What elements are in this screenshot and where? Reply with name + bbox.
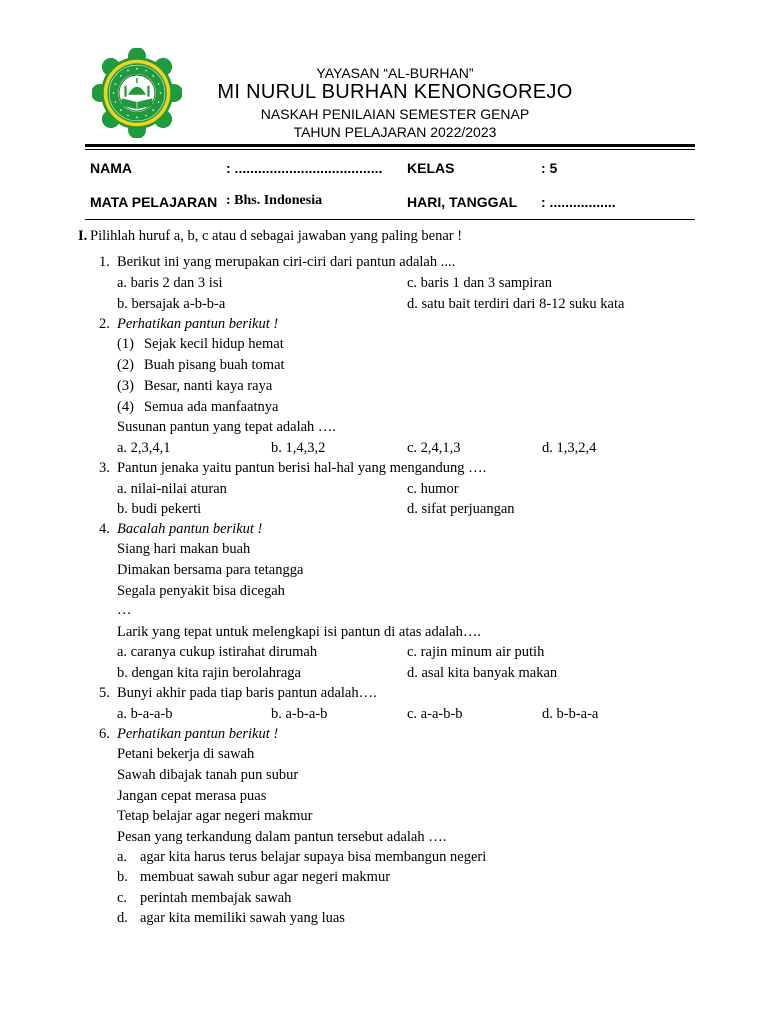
question-text: Perhatikan pantun berikut !	[117, 316, 279, 332]
option-letter: a.	[117, 849, 128, 865]
date-field-value: : .................	[541, 194, 616, 210]
option-letter: c.	[117, 890, 128, 906]
option-d: agar kita memiliki sawah yang luas	[140, 910, 345, 926]
question-text: Bacalah pantun berikut !	[117, 521, 263, 537]
subject-label: MATA PELAJARAN	[90, 194, 218, 210]
poem-line: Dimakan bersama para tetangga	[117, 562, 304, 578]
option-d: d. 1,3,2,4	[542, 440, 597, 456]
option-c: c. humor	[407, 481, 459, 497]
option-a: a. nilai-nilai aturan	[117, 481, 227, 497]
option-a: a. 2,3,4,1	[117, 440, 171, 456]
school-crest-icon	[92, 48, 182, 138]
question-prompt: Larik yang tepat untuk melengkapi isi pantun di atas adalah….	[117, 624, 482, 640]
option-b: b. a-b-a-b	[271, 706, 328, 722]
option-c: c. a-a-b-b	[407, 706, 463, 722]
class-label: KELAS	[407, 160, 455, 176]
poem-line: Petani bekerja di sawah	[117, 746, 255, 762]
question-number: 6.	[99, 726, 110, 742]
option-letter: b.	[117, 869, 128, 885]
date-field[interactable]	[541, 194, 616, 210]
poem-line: Semua ada manfaatnya	[144, 399, 279, 415]
poem-line: Tetap belajar agar negeri makmur	[117, 808, 313, 824]
option-d: d. satu bait terdiri dari 8-12 suku kata	[407, 296, 625, 312]
poem-line: Buah pisang buah tomat	[144, 357, 285, 373]
question-text: Berikut ini yang merupakan ciri-ciri dari pantun adalah ....	[117, 254, 456, 270]
option-d: d. sifat perjuangan	[407, 501, 515, 517]
option-c: c. baris 1 dan 3 sampiran	[407, 275, 552, 291]
header-divider-thin	[85, 149, 695, 150]
poem-line: Jangan cepat merasa puas	[117, 788, 267, 804]
class-value: : 5	[541, 160, 558, 176]
name-field[interactable]	[226, 160, 382, 176]
poem-line-number: (2)	[117, 357, 134, 373]
info-divider	[85, 219, 695, 220]
question-number: 2.	[99, 316, 110, 332]
option-b: membuat sawah subur agar negeri makmur	[140, 869, 391, 885]
header-divider-thick	[85, 144, 695, 147]
option-letter: d.	[117, 910, 128, 926]
poem-line: Sejak kecil hidup hemat	[144, 336, 284, 352]
question-text: Bunyi akhir pada tiap baris pantun adalah….	[117, 685, 377, 701]
question-text: Pantun jenaka yaitu pantun berisi hal-hal yang mengandung ….	[117, 460, 487, 476]
option-c: perintah membajak sawah	[140, 890, 292, 906]
option-d: d. asal kita banyak makan	[407, 665, 558, 681]
academic-year: TAHUN PELAJARAN 2022/2023	[293, 124, 497, 140]
poem-line: Sawah dibajak tanah pun subur	[117, 767, 299, 783]
document-title: NASKAH PENILAIAN SEMESTER GENAP	[260, 106, 530, 122]
question-text: Perhatikan pantun berikut !	[117, 726, 279, 742]
option-b: b. budi pekerti	[117, 501, 202, 517]
question-number: 5.	[99, 685, 110, 701]
poem-line: Segala penyakit bisa dicegah	[117, 583, 285, 599]
poem-line-number: (1)	[117, 336, 134, 352]
poem-line-number: (3)	[117, 378, 134, 394]
date-label: HARI, TANGGAL	[407, 194, 518, 210]
question-number: 4.	[99, 521, 110, 537]
foundation-name: YAYASAN “AL-BURHAN”	[316, 65, 474, 81]
option-a: a. caranya cukup istirahat dirumah	[117, 644, 318, 660]
question-prompt: Pesan yang terkandung dalam pantun tersebut adalah ….	[117, 829, 447, 845]
poem-line: Besar, nanti kaya raya	[144, 378, 273, 394]
question-number: 1.	[99, 254, 110, 270]
option-c: c. rajin minum air putih	[407, 644, 545, 660]
question-prompt: Susunan pantun yang tepat adalah ….	[117, 419, 337, 435]
option-b: b. 1,4,3,2	[271, 440, 326, 456]
option-a: a. b-a-a-b	[117, 706, 173, 722]
option-b: b. dengan kita rajin berolahraga	[117, 665, 301, 681]
section-numeral: I.	[78, 228, 88, 244]
question-number: 3.	[99, 460, 110, 476]
name-field-value: : ......................................	[226, 160, 383, 176]
option-a: agar kita harus terus belajar supaya bisa membangun negeri	[140, 849, 487, 865]
option-a: a. baris 2 dan 3 isi	[117, 275, 223, 291]
option-b: b. bersajak a-b-b-a	[117, 296, 226, 312]
poem-line-number: (4)	[117, 399, 134, 415]
subject-value: : Bhs. Indonesia	[226, 193, 323, 208]
school-name: MI NURUL BURHAN KENONGOREJO	[217, 81, 573, 103]
poem-line: Siang hari makan buah	[117, 541, 251, 557]
option-d: d. b-b-a-a	[542, 706, 599, 722]
name-label: NAMA	[90, 160, 132, 176]
poem-line: …	[117, 602, 132, 618]
section-instruction: Pilihlah huruf a, b, c atau d sebagai jawaban yang paling benar !	[90, 228, 463, 244]
option-c: c. 2,4,1,3	[407, 440, 461, 456]
